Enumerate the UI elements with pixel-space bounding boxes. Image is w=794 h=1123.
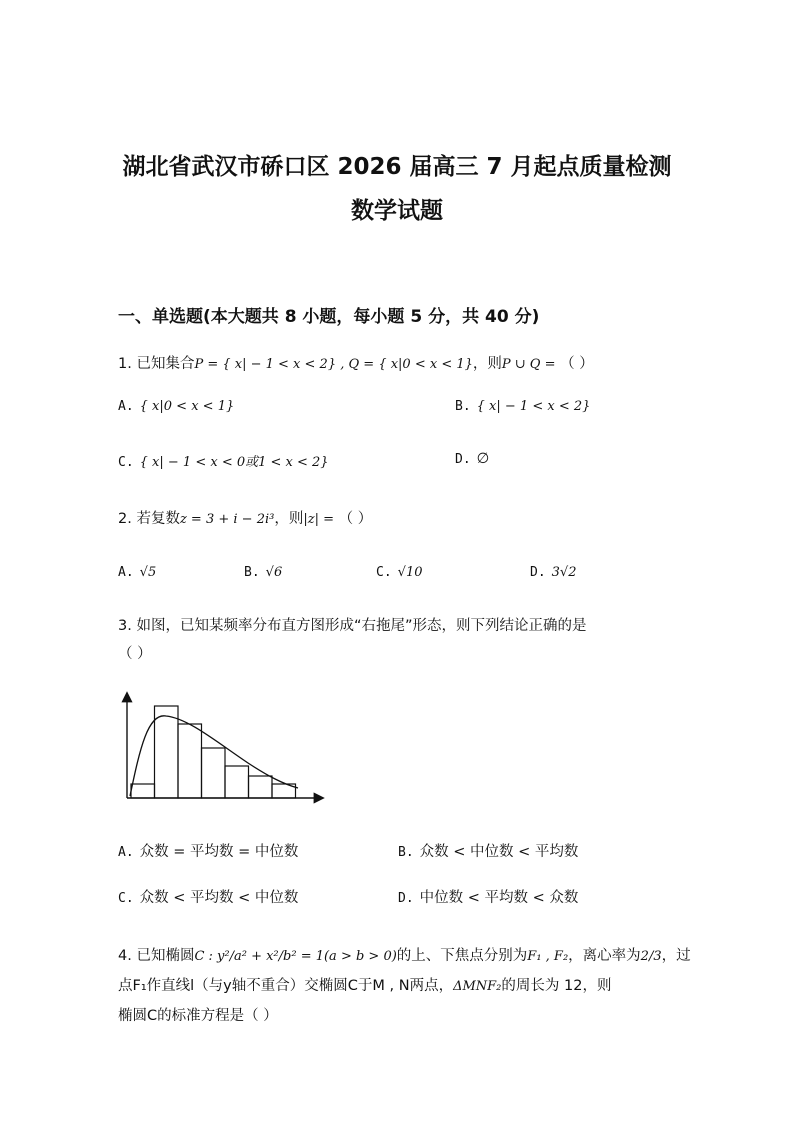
- question-3: [118, 614, 586, 635]
- q1-option-d: [455, 451, 489, 467]
- union-expression: P ∪ Q =: [501, 357, 556, 372]
- set-q: Q = { x|0 < x < 1}: [348, 357, 473, 372]
- answer-blank: （ ）: [338, 511, 373, 527]
- q2-option-c: [376, 564, 422, 580]
- modulus-expression: |z| =: [303, 512, 334, 527]
- option-label: A.: [118, 399, 134, 414]
- question-text: ，则: [472, 356, 502, 372]
- option-label: C.: [118, 455, 134, 470]
- q3-option-c: [118, 886, 298, 907]
- option-text: 众数 < 平均数 < 中位数: [139, 890, 299, 906]
- separator: ,: [336, 357, 349, 372]
- q1-option-c: [118, 451, 329, 470]
- histogram-figure: [118, 688, 328, 806]
- q3-option-d: [398, 886, 578, 907]
- section-heading: 一、单选题(本大题共 8 小题，每小题 5 分，共 40 分): [118, 307, 540, 327]
- question-text: 的周长为 12，则: [501, 978, 612, 994]
- question-number: 1.: [118, 356, 132, 372]
- set-p: P = { x| − 1 < x < 2}: [194, 357, 337, 372]
- question-4-line-2: [118, 974, 611, 995]
- q1-option-b: [455, 398, 590, 414]
- question-number: 3.: [118, 618, 132, 634]
- triangle-name: ΔMNF₂: [453, 979, 502, 994]
- option-label: C.: [376, 565, 392, 580]
- question-text: 若复数: [136, 511, 180, 527]
- question-number: 4.: [118, 948, 132, 964]
- option-text: √5: [139, 565, 157, 580]
- q2-option-d: [530, 564, 576, 580]
- question-text: 如图，已知某频率分布直方图形成“右拖尾”形态，则下列结论正确的是: [136, 618, 587, 634]
- question-text: 的上、下焦点分别为: [396, 948, 528, 964]
- q3-option-b: [398, 840, 578, 861]
- option-label: D.: [455, 452, 471, 467]
- q1-option-a: [118, 398, 234, 414]
- option-label: A.: [118, 565, 134, 580]
- question-text: 已知集合: [136, 356, 195, 372]
- exam-title-line1: 湖北省武汉市硚口区 2026 届高三 7 月起点质量检测: [122, 154, 672, 180]
- answer-blank: （ ）: [118, 646, 152, 662]
- histogram-bar: [249, 776, 273, 798]
- question-text: ，过: [661, 948, 691, 964]
- option-label: D.: [398, 891, 414, 906]
- q3-option-a: [118, 840, 298, 861]
- question-text: 点F₁作直线l（与y轴不重合）交椭圆C于M , N两点，: [118, 978, 454, 994]
- option-text: 众数 < 中位数 < 平均数: [419, 844, 579, 860]
- complex-expression: z = 3 + i − 2i³: [179, 512, 275, 527]
- eccentricity: 2/3: [640, 949, 662, 964]
- ellipse-equation: C : y²/a² + x²/b² = 1(a > b > 0): [194, 949, 397, 964]
- histogram-bar: [131, 784, 155, 798]
- question-text: 已知椭圆: [136, 948, 195, 964]
- histogram-bar: [155, 706, 179, 798]
- option-text: { x| − 1 < x < 2}: [476, 399, 591, 414]
- question-text: ，则: [274, 511, 304, 527]
- q2-option-a: [118, 564, 156, 580]
- option-text: √6: [265, 565, 283, 580]
- option-text: 中位数 < 平均数 < 众数: [419, 890, 579, 906]
- option-text: { x| − 1 < x < 0或1 < x < 2}: [139, 455, 329, 470]
- option-label: B.: [244, 565, 260, 580]
- option-label: C.: [118, 891, 134, 906]
- exam-title-line2: 数学试题: [351, 198, 443, 224]
- option-text: { x|0 < x < 1}: [139, 399, 235, 414]
- option-text: 众数 = 平均数 = 中位数: [139, 844, 299, 860]
- histogram-bar: [225, 766, 249, 798]
- question-number: 2.: [118, 511, 132, 527]
- question-4-line-1: [118, 944, 691, 965]
- option-label: A.: [118, 845, 134, 860]
- option-text: 3√2: [551, 565, 577, 580]
- option-text: ∅: [476, 451, 490, 467]
- answer-blank: （ ）: [560, 356, 594, 372]
- question-4-line-3: 椭圆C的标准方程是（ ）: [118, 1008, 278, 1024]
- histogram-bar: [178, 724, 202, 798]
- histogram-bar: [202, 748, 226, 798]
- option-label: B.: [398, 845, 414, 860]
- question-2: [118, 507, 372, 528]
- question-1: [118, 352, 594, 373]
- option-label: D.: [530, 565, 546, 580]
- option-label: B.: [455, 399, 471, 414]
- q2-option-b: [244, 564, 282, 580]
- option-text: √10: [397, 565, 423, 580]
- foci: F₁ , F₂: [527, 949, 569, 964]
- question-text: ，离心率为: [568, 948, 641, 964]
